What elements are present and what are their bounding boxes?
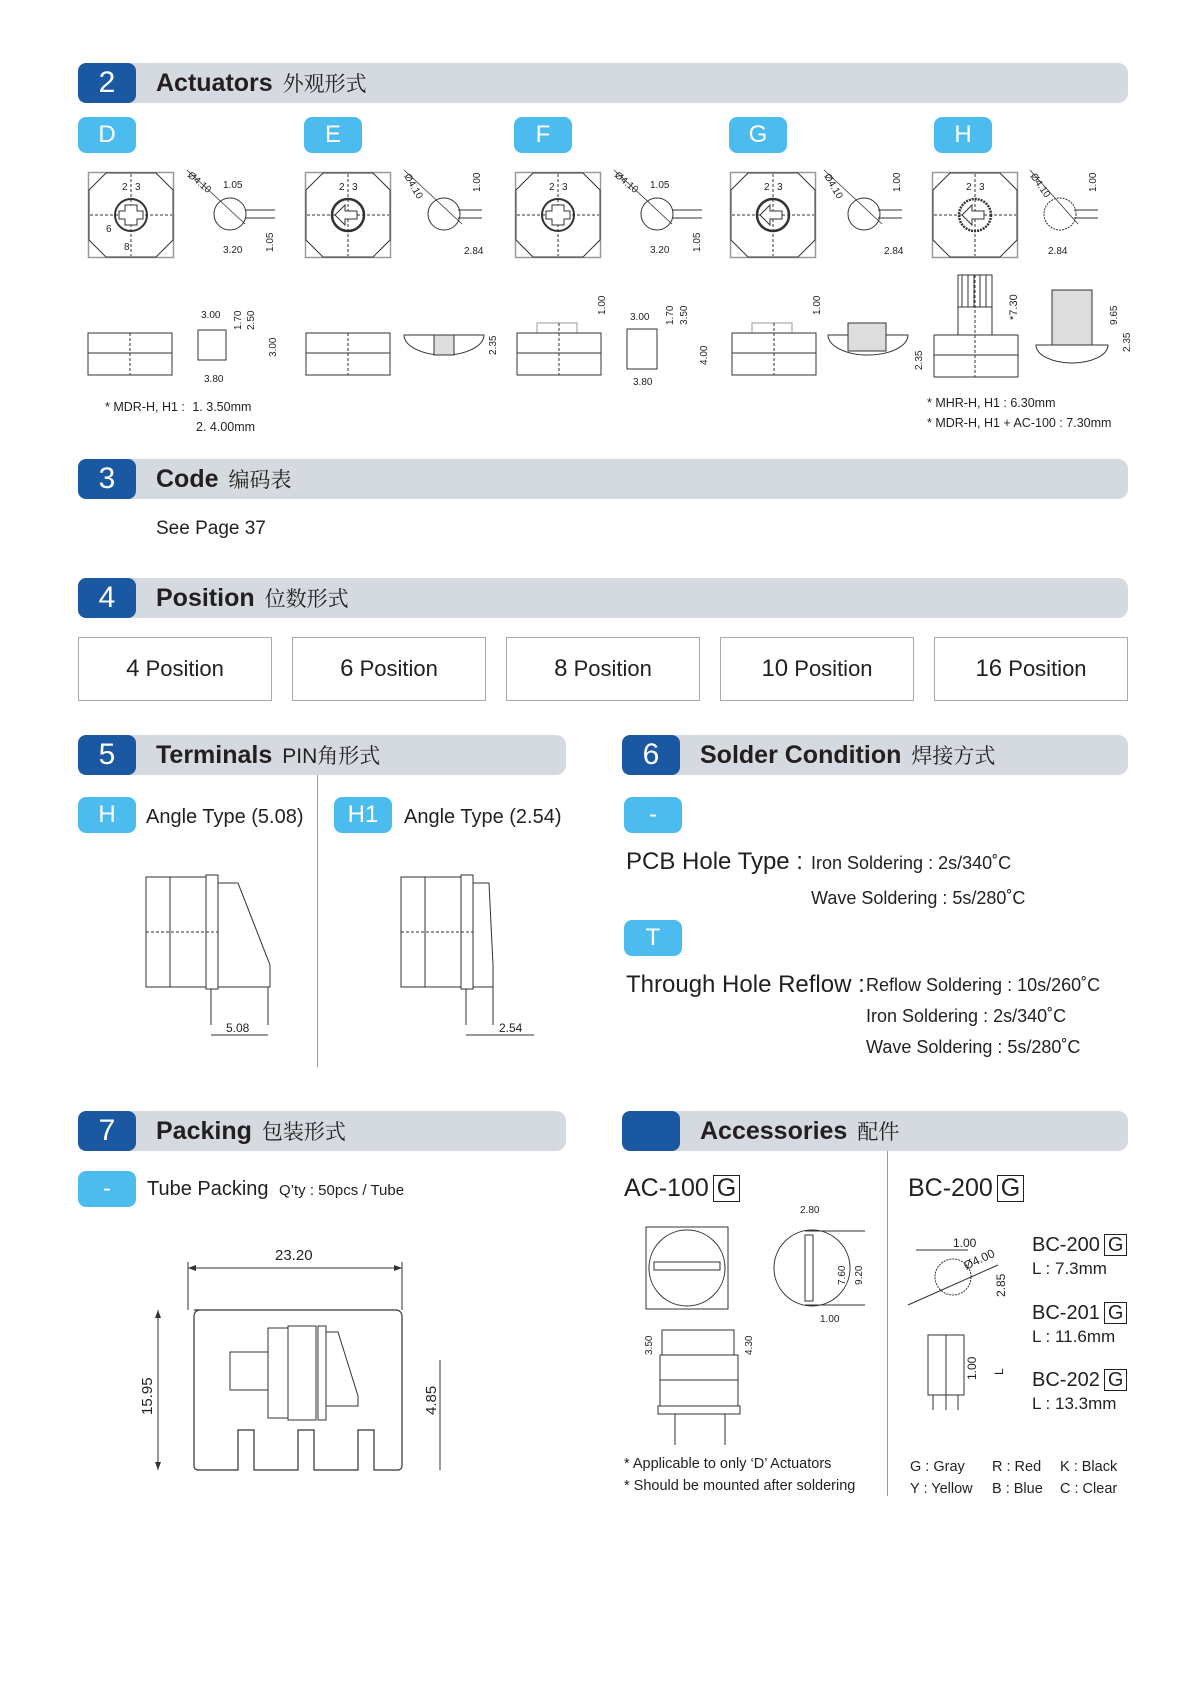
actuator-f-detail-drawing: [612, 162, 707, 257]
svg-text:9.20: 9.20: [854, 1265, 865, 1285]
solder-thr-line-2: Iron Soldering : 2s/340˚C: [866, 1006, 1067, 1026]
color-code-badge: G: [1104, 1302, 1128, 1324]
actuator-note-right-1: * MHR-H, H1 : 6.30mm: [927, 396, 1056, 410]
section-title: Actuators 外观形式: [156, 69, 367, 97]
section-title: Position 位数形式: [156, 584, 349, 612]
svg-text:1.00: 1.00: [820, 1314, 840, 1325]
section-title: Solder Condition 焊接方式: [700, 741, 996, 769]
svg-text:1.00: 1.00: [892, 172, 903, 192]
svg-text:3.20: 3.20: [223, 245, 243, 256]
ac100-title: AC-100 G: [624, 1174, 740, 1203]
terminal-tag-h1: H1: [334, 797, 392, 833]
section-number: 2: [78, 63, 136, 103]
code-see-page-link[interactable]: See Page 37: [156, 518, 266, 539]
svg-text:*7.30: *7.30: [1008, 294, 1020, 320]
actuator-d-detail-drawing: [185, 162, 280, 257]
svg-text:1.05: 1.05: [650, 180, 670, 191]
actuator-tag-e: E: [304, 117, 362, 153]
actuator-f-top-drawing: [515, 172, 601, 258]
svg-text:1.70: 1.70: [233, 310, 244, 330]
actuator-h-detail-drawing: [1028, 162, 1123, 257]
solder-thr-line-1: Reflow Soldering : 10s/260˚C: [866, 975, 1101, 995]
section-number: 7: [78, 1111, 136, 1151]
section-position-header: [78, 578, 1128, 618]
svg-text:2.84: 2.84: [464, 246, 484, 257]
section-title: Packing 包装形式: [156, 1117, 346, 1145]
actuator-d-top-drawing: [88, 172, 174, 258]
bc-variant-200: BC-200 G L : 7.3mm: [1032, 1234, 1127, 1279]
svg-text:2.54: 2.54: [499, 1021, 523, 1035]
terminal-h1-drawing: [399, 875, 539, 1055]
section-accessories-header: [622, 1111, 1128, 1151]
svg-text:8: 8: [124, 242, 130, 253]
svg-text:2.84: 2.84: [1048, 246, 1068, 257]
section-title: Accessories 配件: [700, 1117, 900, 1145]
actuator-f-side-drawing: [515, 285, 715, 390]
section-title: Terminals PIN角形式: [156, 741, 381, 769]
svg-text:4.30: 4.30: [744, 1335, 755, 1355]
solder-pcb-line-1: Iron Soldering : 2s/340˚C: [811, 853, 1012, 873]
svg-text:3.00: 3.00: [630, 312, 650, 323]
actuator-h-side-drawing: [932, 270, 1132, 390]
svg-text:3.20: 3.20: [650, 245, 670, 256]
packing-description: Tube Packing Q’ty : 50pcs / Tube: [147, 1178, 405, 1200]
svg-text:1.70: 1.70: [665, 305, 676, 325]
color-code-badge: G: [713, 1175, 740, 1202]
section-number: 5: [78, 735, 136, 775]
color-code-badge: G: [1104, 1234, 1128, 1256]
svg-text:2: 2: [122, 182, 128, 193]
actuator-tag-f: F: [514, 117, 572, 153]
svg-text:1.05: 1.05: [692, 232, 703, 252]
svg-text:4.00: 4.00: [699, 345, 710, 365]
section-number: 4: [78, 578, 136, 618]
svg-text:Ø4.00: Ø4.00: [961, 1246, 997, 1273]
section-packing-header: [78, 1111, 566, 1151]
actuator-g-side-drawing: [730, 285, 930, 390]
svg-text:1.00: 1.00: [953, 1236, 977, 1250]
ac100-note-2: * Should be mounted after soldering: [624, 1478, 856, 1494]
svg-text:L: L: [992, 1368, 1006, 1375]
svg-text:6: 6: [106, 224, 112, 235]
color-code-badge: G: [1104, 1369, 1128, 1391]
section-actuators-header: [78, 63, 1128, 103]
svg-text:1.05: 1.05: [265, 232, 276, 252]
actuator-e-side-drawing: [304, 300, 504, 390]
svg-text:3.80: 3.80: [633, 377, 653, 388]
svg-text:3.80: 3.80: [204, 374, 224, 385]
position-option-10: 10 Position: [720, 637, 914, 701]
position-option-4: 4 Position: [78, 637, 272, 701]
section-number: [622, 1111, 680, 1151]
section-title: Code 编码表: [156, 465, 292, 493]
svg-text:3.50: 3.50: [679, 305, 690, 325]
section-code-header: [78, 459, 1128, 499]
solder-pcb-line-2: Wave Soldering : 5s/280˚C: [811, 888, 1026, 908]
color-code-badge: G: [997, 1175, 1024, 1202]
position-option-16: 16 Position: [934, 637, 1128, 701]
actuator-tag-h: H: [934, 117, 992, 153]
actuator-g-top-drawing: [730, 172, 816, 258]
svg-text:3.00: 3.00: [268, 337, 279, 357]
svg-text:1.00: 1.00: [472, 172, 483, 192]
svg-text:3.00: 3.00: [201, 310, 221, 321]
bc-variant-202: BC-202 G L : 13.3mm: [1032, 1369, 1127, 1414]
packing-tube-drawing: [140, 1240, 480, 1470]
svg-text:2.35: 2.35: [1122, 332, 1133, 352]
svg-text:3: 3: [352, 182, 358, 193]
svg-text:2: 2: [966, 182, 972, 193]
section-solder-header: [622, 735, 1128, 775]
svg-text:5.08: 5.08: [226, 1021, 250, 1035]
svg-text:1.00: 1.00: [1088, 172, 1099, 192]
svg-text:3: 3: [979, 182, 985, 193]
actuator-d-side-drawing: [86, 300, 286, 390]
svg-text:1.00: 1.00: [597, 295, 608, 315]
svg-text:3: 3: [562, 182, 568, 193]
svg-text:2.35: 2.35: [914, 350, 925, 370]
actuator-g-detail-drawing: [822, 162, 917, 257]
accessories-divider: [887, 1151, 888, 1496]
ac100-drawing: [640, 1205, 880, 1445]
actuator-note-right-2: * MDR-H, H1 + AC-100 : 7.30mm: [927, 416, 1112, 430]
solder-tag-pcb: -: [624, 797, 682, 833]
svg-text:23.20: 23.20: [275, 1247, 313, 1264]
solder-thr-line-3: Wave Soldering : 5s/280˚C: [866, 1037, 1081, 1057]
svg-text:Ø4.10: Ø4.10: [1027, 171, 1053, 201]
svg-text:15.95: 15.95: [139, 1377, 156, 1415]
section-number: 6: [622, 735, 680, 775]
section-number: 3: [78, 459, 136, 499]
svg-text:2.85: 2.85: [994, 1273, 1008, 1297]
solder-pcb-name: PCB Hole Type :: [626, 848, 803, 875]
svg-text:2.35: 2.35: [488, 335, 499, 355]
actuator-e-detail-drawing: [402, 162, 497, 257]
svg-text:9.65: 9.65: [1109, 305, 1120, 325]
svg-text:1.00: 1.00: [965, 1356, 979, 1380]
svg-text:3.50: 3.50: [644, 1335, 655, 1355]
svg-text:Ø4.10: Ø4.10: [612, 169, 641, 196]
actuator-tag-d: D: [78, 117, 136, 153]
actuator-h-top-drawing: [932, 172, 1018, 258]
svg-text:2: 2: [339, 182, 345, 193]
solder-tag-t: T: [624, 920, 682, 956]
svg-text:3: 3: [135, 182, 141, 193]
actuator-tag-g: G: [729, 117, 787, 153]
svg-text:2.50: 2.50: [246, 310, 257, 330]
terminal-tag-h: H: [78, 797, 136, 833]
terminal-h1-label: Angle Type (2.54): [404, 806, 562, 828]
svg-text:Ø4.10: Ø4.10: [401, 172, 425, 202]
terminal-h-drawing: [144, 875, 284, 1055]
svg-text:3: 3: [777, 182, 783, 193]
section-terminals-header: [78, 735, 566, 775]
svg-text:1.05: 1.05: [223, 180, 243, 191]
actuator-note-left-line2: 2. 4.00mm: [196, 420, 256, 434]
svg-text:2: 2: [764, 182, 770, 193]
svg-text:2.84: 2.84: [884, 246, 904, 257]
svg-text:4.85: 4.85: [423, 1385, 440, 1415]
bc-variant-201: BC-201 G L : 11.6mm: [1032, 1302, 1127, 1347]
bc200-title: BC-200 G: [908, 1174, 1024, 1203]
bc200-drawing: [908, 1235, 1008, 1415]
position-option-8: 8 Position: [506, 637, 700, 701]
color-legend: G : Gray R : Red K : Black Y : Yellow B : Blue C : Clear: [910, 1459, 1118, 1497]
packing-tag: -: [78, 1171, 136, 1207]
svg-text:1.00: 1.00: [812, 295, 823, 315]
position-option-6: 6 Position: [292, 637, 486, 701]
actuator-note-left: * MDR-H, H1 : 1. 3.50mm: [105, 400, 252, 414]
svg-text:Ø4.10: Ø4.10: [185, 169, 214, 196]
svg-text:2.80: 2.80: [800, 1205, 820, 1216]
solder-thr-name: Through Hole Reflow :: [626, 971, 865, 998]
svg-text:Ø4.10: Ø4.10: [821, 172, 845, 202]
svg-text:7.60: 7.60: [837, 1265, 848, 1285]
ac100-note-1: * Applicable to only ‘D’ Actuators: [624, 1456, 832, 1472]
actuator-e-top-drawing: [305, 172, 391, 258]
terminal-h-label: Angle Type (5.08): [146, 806, 304, 828]
svg-text:2: 2: [549, 182, 555, 193]
terminals-divider: [317, 775, 318, 1067]
